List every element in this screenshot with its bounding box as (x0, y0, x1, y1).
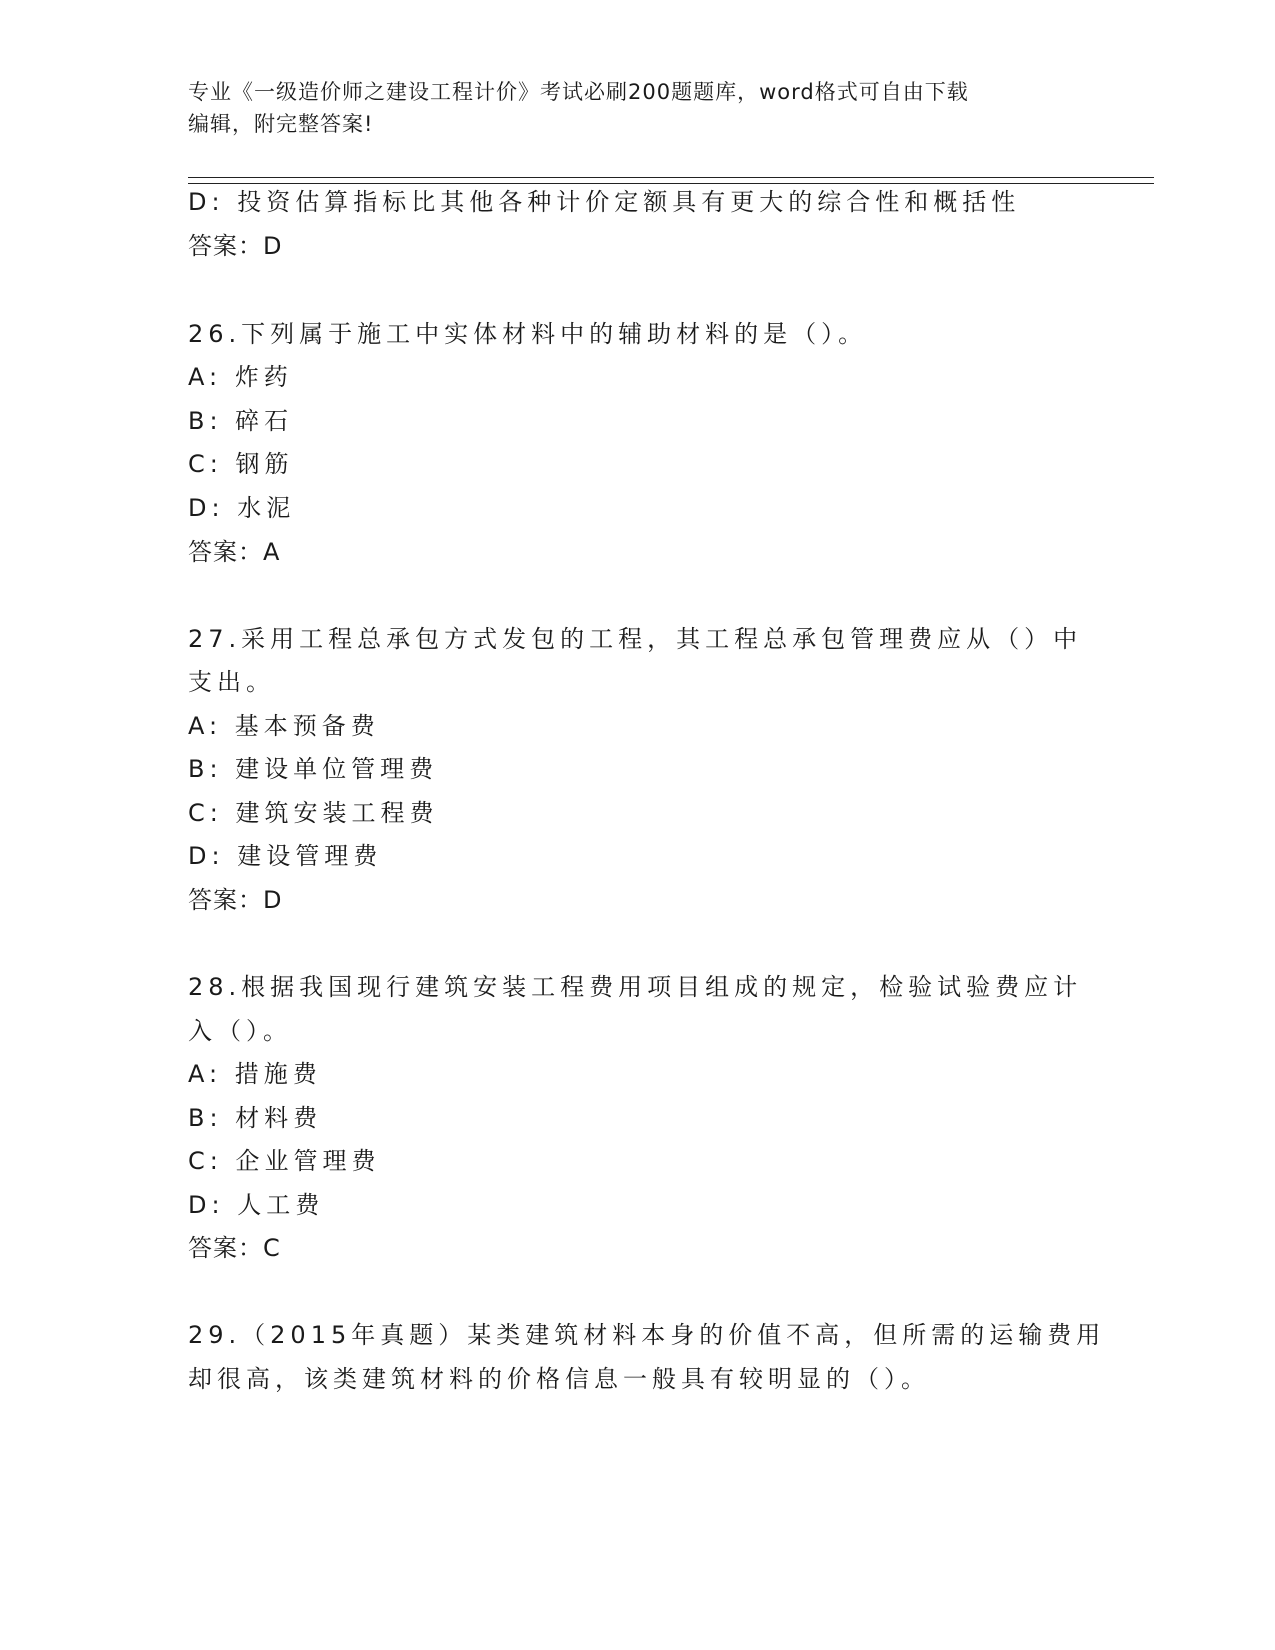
option-d-q25: D: 投资估算指标比其他各种计价定额具有更大的综合性和概括性 (188, 188, 1021, 216)
option-c-q28: C: 企业管理费 (188, 1147, 381, 1175)
option-b-q28: B: 材料费 (188, 1104, 323, 1132)
header-divider-bottom (188, 183, 1154, 184)
header-title-line-2: 编辑，附完整答案! (188, 112, 374, 136)
answer-q27: 答案：D (188, 886, 283, 914)
option-d-q28: D: 人工费 (188, 1191, 325, 1219)
header-title-line-1: 专业《一级造价师之建设工程计价》考试必刷200题题库，word格式可自由下载 (188, 80, 969, 104)
option-a-q28: A: 措施费 (188, 1060, 322, 1088)
answer-q28: 答案：C (188, 1234, 281, 1262)
option-b-q26: B: 碎石 (188, 407, 294, 435)
question-29-line-2: 却很高，该类建筑材料的价格信息一般具有较明显的（）。 (188, 1365, 930, 1393)
question-29-line-1: 29.（2015年真题）某类建筑材料本身的价值不高，但所需的运输费用 (188, 1321, 1106, 1349)
question-26: 26.下列属于施工中实体材料中的辅助材料的是（）。 (188, 320, 868, 348)
option-d-q27: D: 建设管理费 (188, 842, 383, 870)
document-header (188, 76, 1068, 140)
question-27-line-1: 27.采用工程总承包方式发包的工程，其工程总承包管理费应从（）中 (188, 625, 1083, 653)
header-divider-top (188, 177, 1154, 178)
option-a-q26: A: 炸药 (188, 363, 293, 391)
answer-q26: 答案：A (188, 538, 281, 566)
question-28-line-1: 28.根据我国现行建筑安装工程费用项目组成的规定，检验试验费应计 (188, 973, 1083, 1001)
option-c-q26: C: 钢筋 (188, 450, 294, 478)
option-d-q26: D: 水泥 (188, 494, 296, 522)
option-c-q27: C: 建筑安装工程费 (188, 799, 439, 827)
question-28-line-2: 入（）。 (188, 1017, 292, 1045)
option-a-q27: A: 基本预备费 (188, 712, 380, 740)
option-b-q27: B: 建设单位管理费 (188, 755, 439, 783)
question-27-line-2: 支出。 (188, 668, 275, 696)
answer-q25: 答案：D (188, 232, 283, 260)
